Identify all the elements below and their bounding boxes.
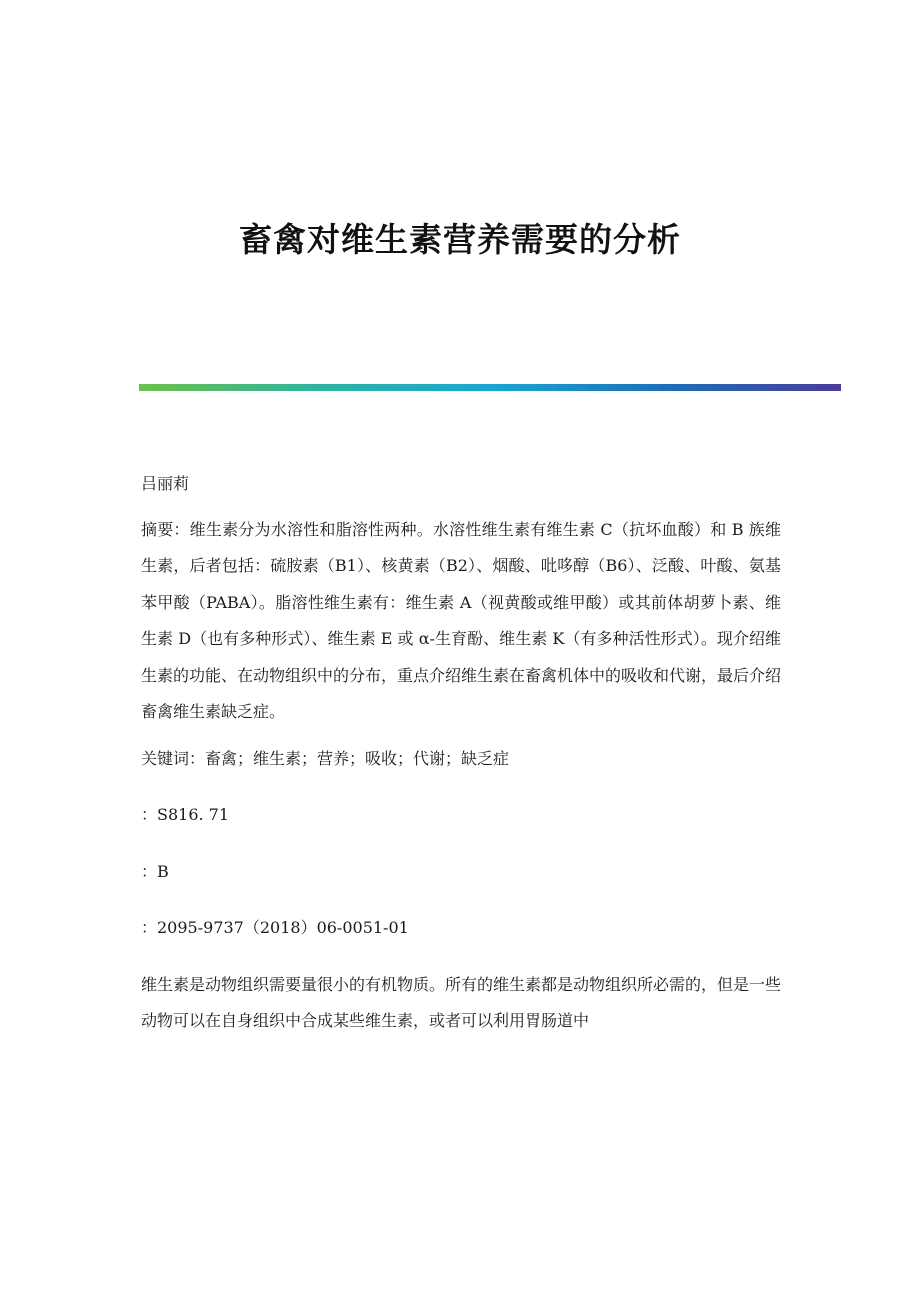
classification-number: ：S816. 71 (141, 805, 230, 824)
article-number: ：2095-9737（2018）06-0051-01 (141, 918, 409, 937)
keywords-line: 关键词：畜禽；维生素；营养；吸收；代谢；缺乏症 (141, 748, 510, 768)
document-body (141, 466, 781, 1052)
abstract-paragraph: 摘要：维生素分为水溶性和脂溶性两种。水溶性维生素有维生素 C（抗坏血酸）和 B 族维生素，后者包括：硫胺素（B1）、核黄素（B2）、烟酸、吡哆醇（B6）、泛酸、叶酸、氨基苯甲酸（PABA）。脂溶性维生素有：维生素 A（视黄酸或维甲酸）或其前体胡萝卜素、维生素 D（也有多种形式）、维生素 E 或 α-生育酚、维生素 K（有多种活性形式）。现介绍维生素的功能、在动物组织中的分布，重点介绍维生素在畜禽机体中的吸收和代谢，最后介绍畜禽维生素缺乏症。 (141, 519, 782, 721)
document-code: ：B (141, 861, 169, 881)
document-title: 畜禽对维生素营养需要的分析 (239, 220, 681, 259)
body-paragraph: 维生素是动物组织需要量很小的有机物质。所有的维生素都是动物组织所必需的，但是一些动物可以在自身组织中合成某些维生素，或者可以利用胃肠道中 (141, 974, 782, 1030)
author-name: 吕丽莉 (141, 474, 190, 493)
title-divider-rule (139, 384, 841, 391)
